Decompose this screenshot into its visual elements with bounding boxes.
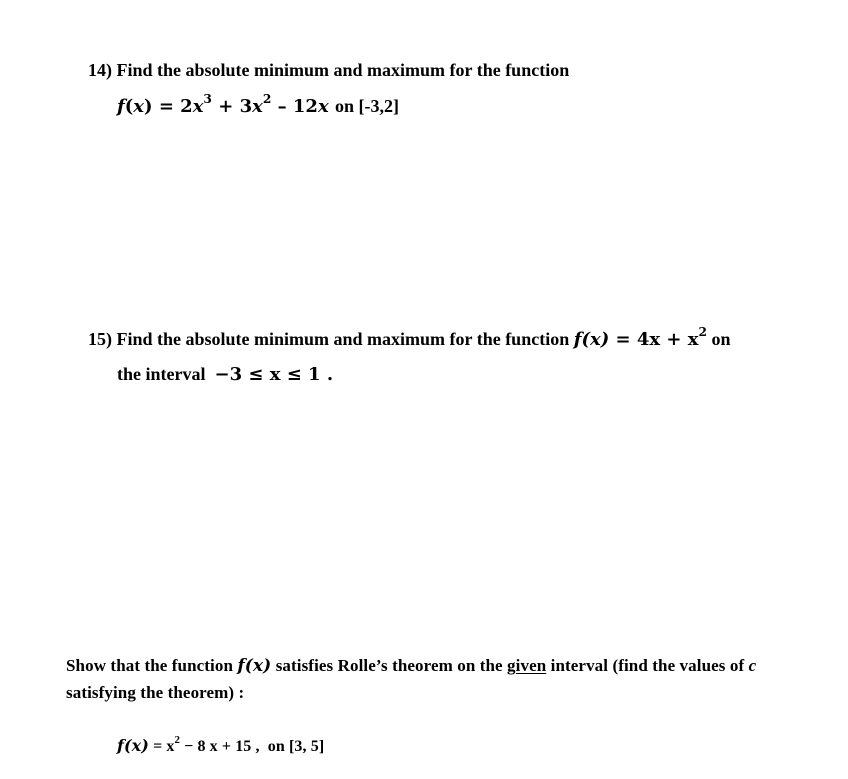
question-15-function: $f(x) = 4x + x^2$ (573, 325, 707, 350)
variable: x (133, 96, 145, 117)
exponent-2: 2 (262, 92, 272, 107)
question-14-equation: $f(x) = 2x^3 + 3x^2 - 12x$ on [-3,2] (117, 92, 399, 117)
function-name: f (117, 96, 125, 117)
question-15-text: 15) Find the absolute minimum and maximum for the function (88, 329, 570, 349)
interval: on [-3,2] (334, 96, 399, 116)
given-underlined: given (507, 656, 547, 675)
exponent-3: 3 (203, 92, 212, 107)
term-b: + 3 (218, 96, 253, 117)
rolle-function: f(x) (237, 656, 272, 676)
question-14-heading: 14) Find the absolute minimum and maximum for the function (88, 60, 570, 80)
rolle-line-1: Show that the function f(x) satisfies Rolle’s theorem on the given interval (find the values of c (66, 656, 757, 676)
interval-inequality: −3 ≤ x ≤ 1 . (214, 364, 334, 385)
rolle-line-2: satisfying the theorem) : (66, 683, 245, 702)
on-label: on (711, 329, 731, 349)
term-a: = 2 (158, 96, 193, 117)
term-c: – 12 (277, 96, 318, 117)
question-15-line-2 (117, 364, 333, 385)
rolle-equation: $f(x) = x^2 - 8$ x + 15 , on [3, 5] (117, 734, 325, 755)
c-variable: c (748, 656, 757, 675)
question-15-line-1 (88, 325, 731, 350)
interval-label: the interval (117, 364, 206, 384)
rolle-interval: on [3, 5] (267, 738, 325, 755)
